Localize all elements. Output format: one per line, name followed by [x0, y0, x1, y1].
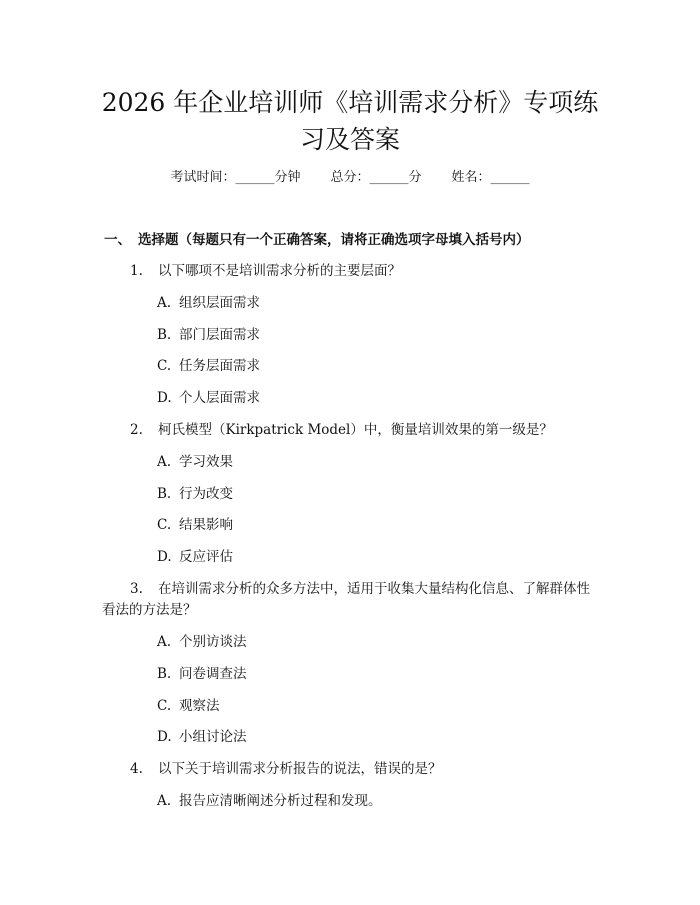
- question-1-option-a: A. 组织层面需求: [157, 295, 260, 311]
- question-3-line-2: 看法的方法是？: [102, 602, 197, 618]
- question-3-option-c: C. 观察法: [157, 698, 220, 714]
- question-number: 3.: [130, 581, 143, 597]
- question-text: 柯氏模型（Kirkpatrick Model）中，衡量培训效果的第一级是？: [158, 422, 553, 438]
- question-1-option-b: B. 部门层面需求: [157, 327, 260, 343]
- question-2-option-c: C. 结果影响: [157, 517, 233, 533]
- question-3-option-a: A. 个别访谈法: [157, 634, 247, 650]
- question-text: 在培训需求分析的众多方法中，适用于收集大量结构化信息、了解群体性: [158, 581, 590, 597]
- question-1: [130, 261, 401, 281]
- question-3-line-1: [130, 579, 590, 599]
- question-2-option-b: B. 行为改变: [157, 486, 233, 502]
- question-1-option-c: C. 任务层面需求: [157, 358, 260, 374]
- document-title-line-1: 2026 年企业培训师《培训需求分析》专项练: [101, 88, 599, 117]
- question-number: 1.: [130, 263, 143, 279]
- question-text: 以下哪项不是培训需求分析的主要层面？: [158, 263, 401, 279]
- document-title-line-2: 习及答案: [299, 125, 400, 154]
- question-4-option-a: A. 报告应清晰阐述分析过程和发现。: [157, 793, 382, 809]
- question-1-option-d: D. 个人层面需求: [157, 390, 260, 406]
- exam-time-field: 考试时间：______分钟: [170, 170, 301, 185]
- total-score-field: 总分：______分: [330, 170, 422, 185]
- question-2: [130, 420, 553, 440]
- section-number: 一、: [104, 232, 131, 248]
- question-3-option-d: D. 小组讨论法: [157, 729, 247, 745]
- section-title: 选择题（每题只有一个正确答案，请将正确选项字母填入括号内）: [138, 232, 530, 248]
- question-3-option-b: B. 问卷调查法: [157, 666, 247, 682]
- question-2-option-d: D. 反应评估: [157, 549, 233, 565]
- question-number: 2.: [130, 422, 143, 438]
- question-number: 4.: [130, 761, 143, 777]
- section-heading: [104, 230, 530, 250]
- exam-meta: [0, 168, 700, 188]
- question-4: [130, 759, 442, 779]
- name-field: 姓名：______: [451, 170, 530, 185]
- question-text: 以下关于培训需求分析报告的说法，错误的是？: [158, 761, 442, 777]
- question-2-option-a: A. 学习效果: [157, 454, 233, 470]
